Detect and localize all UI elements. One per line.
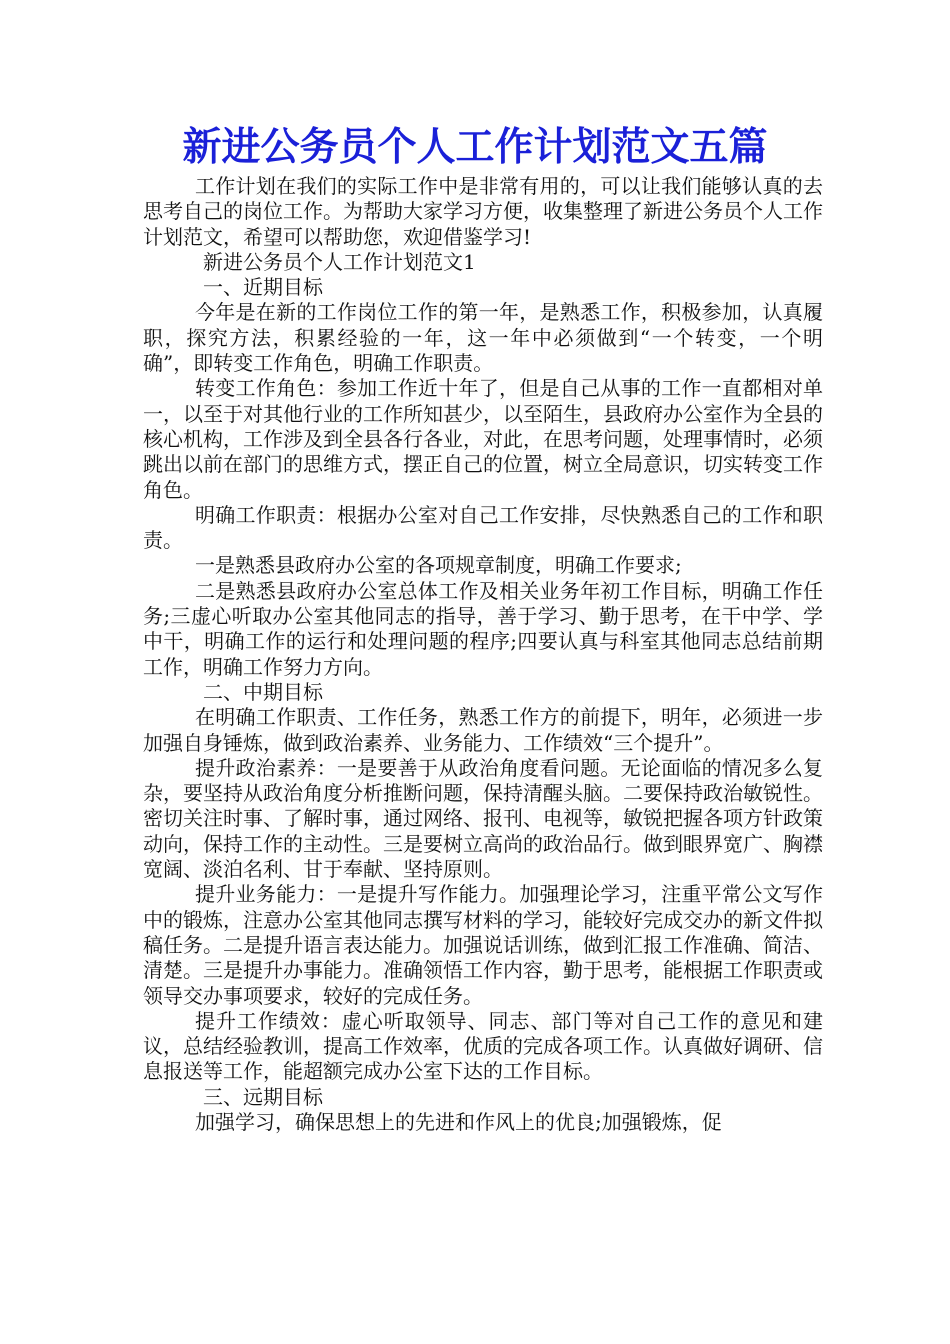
paragraph: 提升政治素养：一是要善于从政治角度看问题。无论面临的情况多么复杂，要坚持从政治角度分析推断问题，保持清醒头脑。二要保持政治敏锐性。密切关注时事、了解时事，通过网络、报刊、电视等，敏锐把握各项方针政策动向，保持工作的主动性。三是要树立高尚的政治品行。做到眼界宽广、胸襟宽阔、淡泊名利、甘于奉献、坚持原则。 [143,755,823,882]
paragraph: 一是熟悉县政府办公室的各项规章制度，明确工作要求; [195,553,682,578]
paragraph: 提升业务能力：一是提升写作能力。加强理论学习，注重平常公文写作中的锻炼，注意办公室其他同志撰写材料的学习，能较好完成交办的新文件拟稿任务。二是提升语言表达能力。加强说话训练，做到汇报工作准确、简洁、清楚。三是提升办事能力。准确领悟工作内容，勤于思考，能根据工作职责或领导交办事项要求，较好的完成任务。 [143,882,823,1008]
section-heading-example-1: 新进公务员个人工作计划范文1 [203,249,476,274]
paragraph: 转变工作角色：参加工作近十年了，但是自己从事的工作一直都相对单一，以至于对其他行业的工作所知甚少，以至陌生，县政府办公室作为全县的核心机构，工作涉及到全县各行各业，对此，在思考问题，处理事情时，必须跳出以前在部门的思维方式，摆正自己的位置，树立全局意识，切实转变工作角色。 [143,376,823,502]
paragraph: 在明确工作职责、工作任务，熟悉工作方的前提下，明年，必须进一步加强自身锤炼，做到政治素养、业务能力、工作绩效“三个提升”。 [143,705,823,755]
paragraph: 加强学习，确保思想上的先进和作风上的优良;加强锻炼，促 [195,1109,722,1134]
section-heading-long-term: 三、远期目标 [203,1084,323,1109]
document-title: 新进公务员个人工作计划范文五篇 [182,124,768,170]
paragraph: 提升工作绩效：虚心听取领导、同志、部门等对自己工作的意见和建议，总结经验教训，提高工作效率，优质的完成各项工作。认真做好调研、信息报送等工作，能超额完成办公室下达的工作目标。 [143,1008,823,1084]
document-body [143,174,823,1135]
section-heading-mid-term: 二、中期目标 [203,679,323,704]
section-heading-short-term: 一、近期目标 [203,275,323,300]
paragraph: 明确工作职责：根据办公室对自己工作安排，尽快熟悉自己的工作和职责。 [143,502,823,553]
intro-paragraph: 工作计划在我们的实际工作中是非常有用的，可以让我们能够认真的去思考自己的岗位工作。为帮助大家学习方便，收集整理了新进公务员个人工作计划范文，希望可以帮助您，欢迎借鉴学习! [143,174,823,249]
paragraph: 今年是在新的工作岗位工作的第一年，是熟悉工作，积极参加，认真履职，探究方法，积累经验的一年，这一年中必须做到“一个转变，一个明确”，即转变工作角色，明确工作职责。 [143,300,823,376]
paragraph: 二是熟悉县政府办公室总体工作及相关业务年初工作目标，明确工作任务;三虚心听取办公室其他同志的指导，善于学习、勤于思考，在干中学、学中干，明确工作的运行和处理问题的程序;四要认真与科室其他同志总结前期工作，明确工作努力方向。 [143,578,823,679]
